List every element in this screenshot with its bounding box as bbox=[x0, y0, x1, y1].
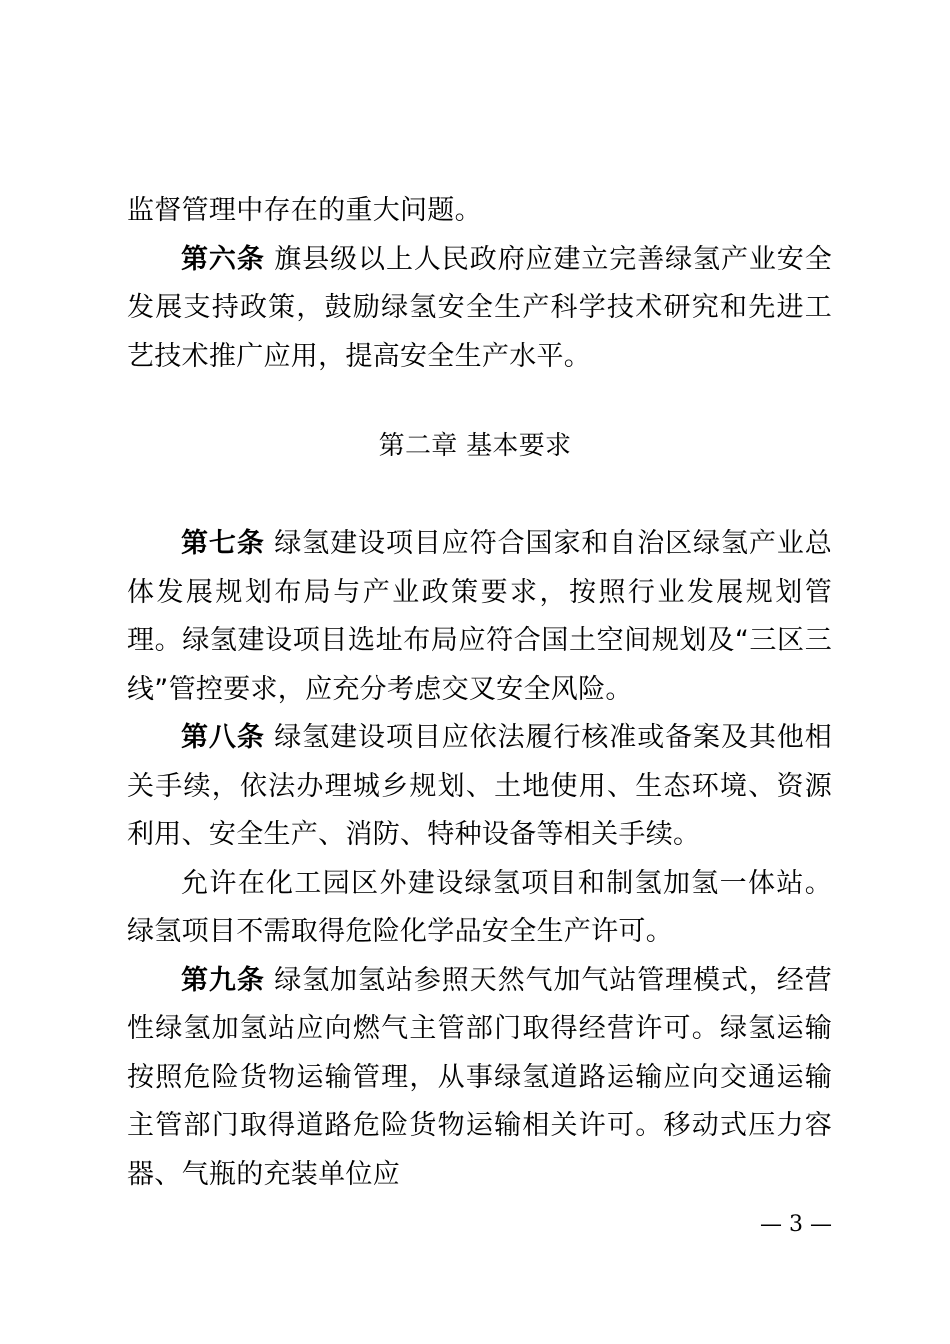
article-6-label: 第六条 bbox=[181, 243, 265, 275]
article-8-label: 第八条 bbox=[181, 722, 265, 753]
article-9-label: 第九条 bbox=[181, 964, 265, 996]
article-6-text: 旗县级以上人民政府应建立完善绿氢产业安全发展支持政策，鼓励绿氢安全生产科学技术研究和先进工艺技术推广应用，提高安全生产水平。 bbox=[127, 243, 833, 372]
article-7 bbox=[127, 520, 832, 714]
article-8 bbox=[127, 714, 832, 860]
text-block-lower bbox=[127, 520, 832, 1199]
article-7-text: 绿氢建设项目应符合国家和自治区绿氢产业总体发展规划布局与产业政策要求，按照行业发展规划管理。绿氢建设项目选址布局应符合国土空间规划及“三区三线”管控要求，应充分考虑交叉安全风险。 bbox=[127, 528, 833, 705]
page-number: — 3 — bbox=[760, 1212, 832, 1237]
text-block-upper bbox=[127, 187, 832, 381]
article-9-text: 绿氢加氢站参照天然气加气站管理模式，经营性绿氢加氢站应向燃气主管部门取得经营许可。绿氢运输按照危险货物运输管理，从事绿氢道路运输应向交通运输主管部门取得道路危险货物运输相关许可。移动式压力容器、气瓶的充装单位应 bbox=[127, 964, 833, 1190]
article-6 bbox=[127, 236, 832, 382]
continued-paragraph: 监督管理中存在的重大问题。 bbox=[127, 195, 482, 226]
article-9 bbox=[127, 957, 832, 1200]
article-7-label: 第七条 bbox=[181, 528, 265, 559]
chapter-title: 第二章 基本要求 bbox=[378, 431, 572, 461]
article-8-paragraph-2: 允许在化工园区外建设绿氢项目和制氢加氢一体站。绿氢项目不需取得危险化学品安全生产许可。 bbox=[127, 867, 832, 947]
article-8-text: 绿氢建设项目应依法履行核准或备案及其他相关手续，依法办理城乡规划、土地使用、生态环境、资源利用、安全生产、消防、特种设备等相关手续。 bbox=[127, 722, 833, 850]
